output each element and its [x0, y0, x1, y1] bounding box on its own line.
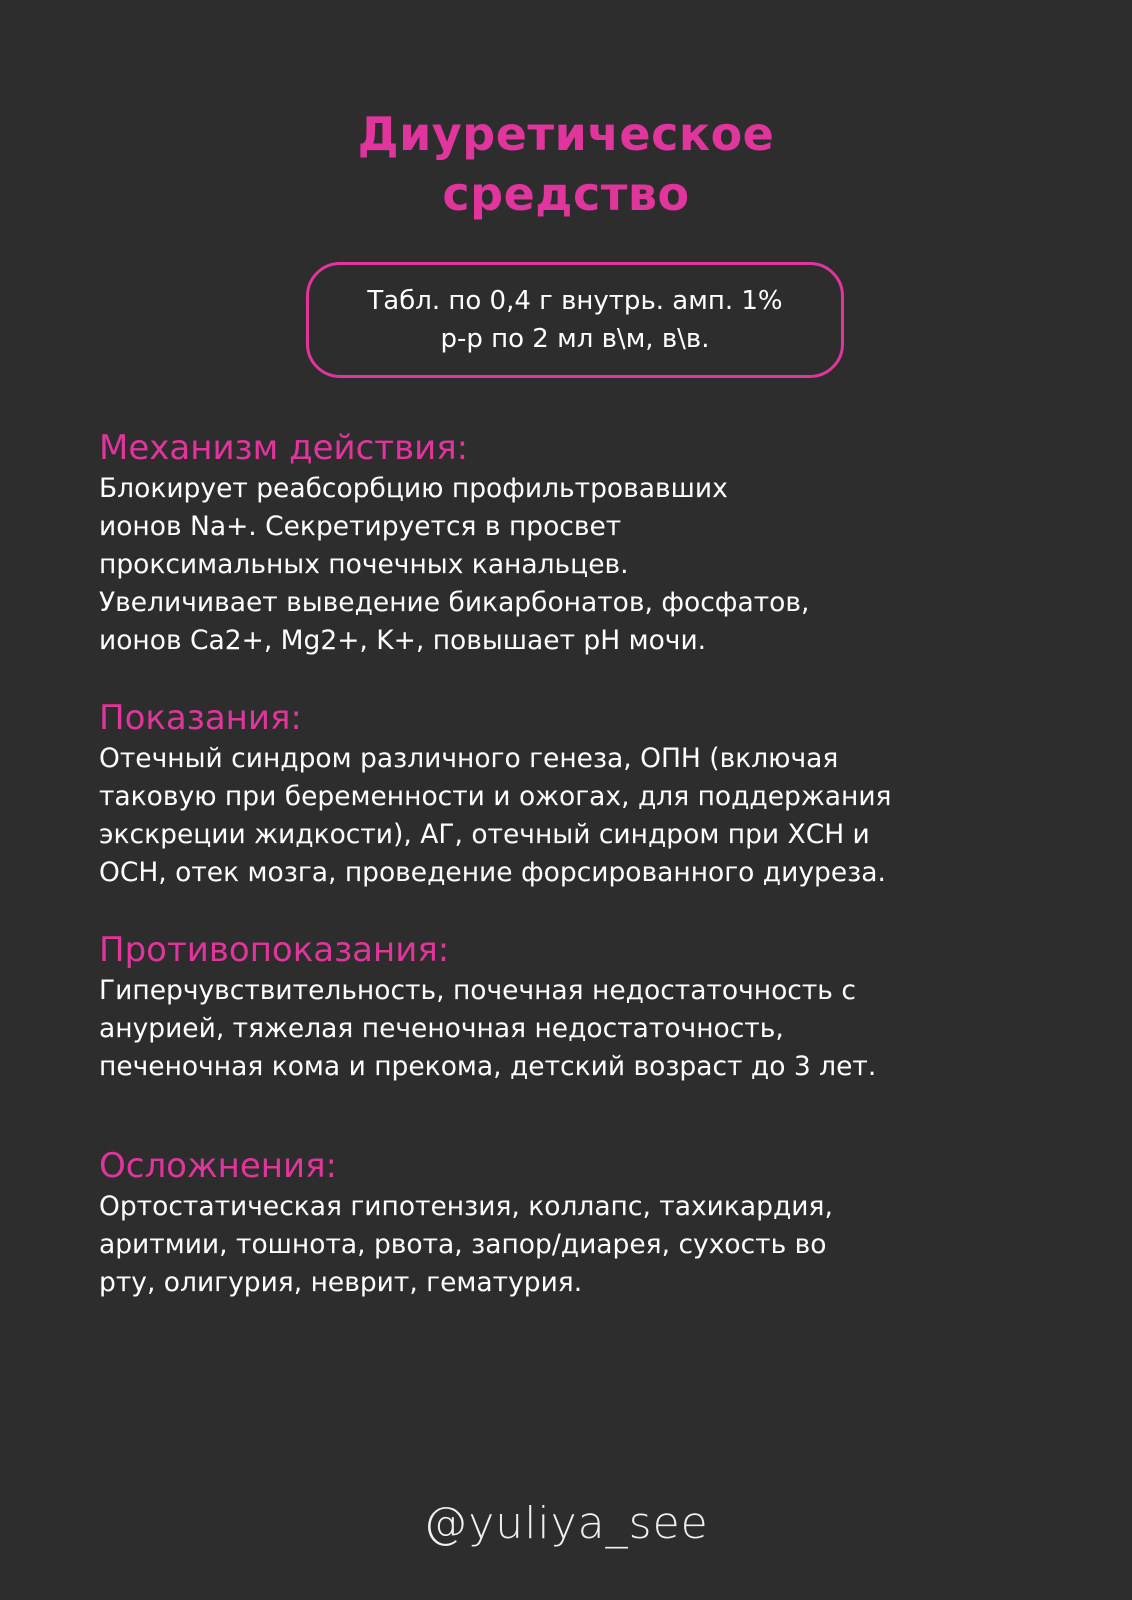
- complications-text-line: Ортостатическая гипотензия, коллапс, тахикардия,: [99, 1191, 833, 1222]
- indications-text-line: таковую при беременности и ожогах, для поддержания: [99, 781, 892, 812]
- mechanism-text-line: проксимальных почечных канальцев.: [99, 549, 629, 580]
- author-handle: @yuliya_see: [423, 1498, 709, 1549]
- title-line-1: Диуретическое: [357, 107, 775, 161]
- mechanism-text-line: Увеличивает выведение бикарбонатов, фосфатов,: [99, 587, 810, 618]
- contraindications-heading: Противопоказания:: [99, 930, 450, 970]
- dosage-box: [306, 262, 844, 378]
- mechanism-text-line: ионов Na+. Секретируется в просвет: [99, 511, 622, 542]
- mechanism-text-line: ионов Ca2+, Mg2+, K+, повышает pH мочи.: [99, 625, 707, 656]
- indications-section: [99, 698, 1099, 892]
- complications-text-line: аритмии, тошнота, рвота, запор/диарея, сухость во: [99, 1229, 827, 1260]
- contraindications-text-line: анурией, тяжелая печеночная недостаточность,: [99, 1013, 784, 1044]
- indications-text-line: экскреции жидкости), АГ, отечный синдром при ХСН и: [99, 819, 870, 850]
- title-line-2: средство: [442, 167, 690, 221]
- indications-text-line: ОСН, отек мозга, проведение форсированного диуреза.: [99, 857, 886, 888]
- dosage-line-2: р-р по 2 мл в\м, в\в.: [440, 324, 710, 354]
- contraindications-text-line: печеночная кома и прекома, детский возраст до 3 лет.: [99, 1051, 877, 1082]
- contraindications-text-line: Гиперчувствительность, почечная недостаточность с: [99, 975, 856, 1006]
- complications-heading: Осложнения:: [99, 1146, 337, 1186]
- indications-heading: Показания:: [99, 698, 302, 738]
- mechanism-heading: Механизм действия:: [99, 428, 469, 468]
- contraindications-section: [99, 930, 1099, 1086]
- page-title: [0, 104, 1132, 224]
- indications-text-line: Отечный синдром различного генеза, ОПН (включая: [99, 743, 839, 774]
- complications-text-line: рту, олигурия, неврит, гематурия.: [99, 1267, 583, 1298]
- complications-section: [99, 1146, 1099, 1302]
- mechanism-section: [99, 428, 1099, 660]
- mechanism-text-line: Блокирует реабсорбцию профильтровавших: [99, 473, 728, 504]
- dosage-line-1: Табл. по 0,4 г внутрь. амп. 1%: [367, 286, 783, 316]
